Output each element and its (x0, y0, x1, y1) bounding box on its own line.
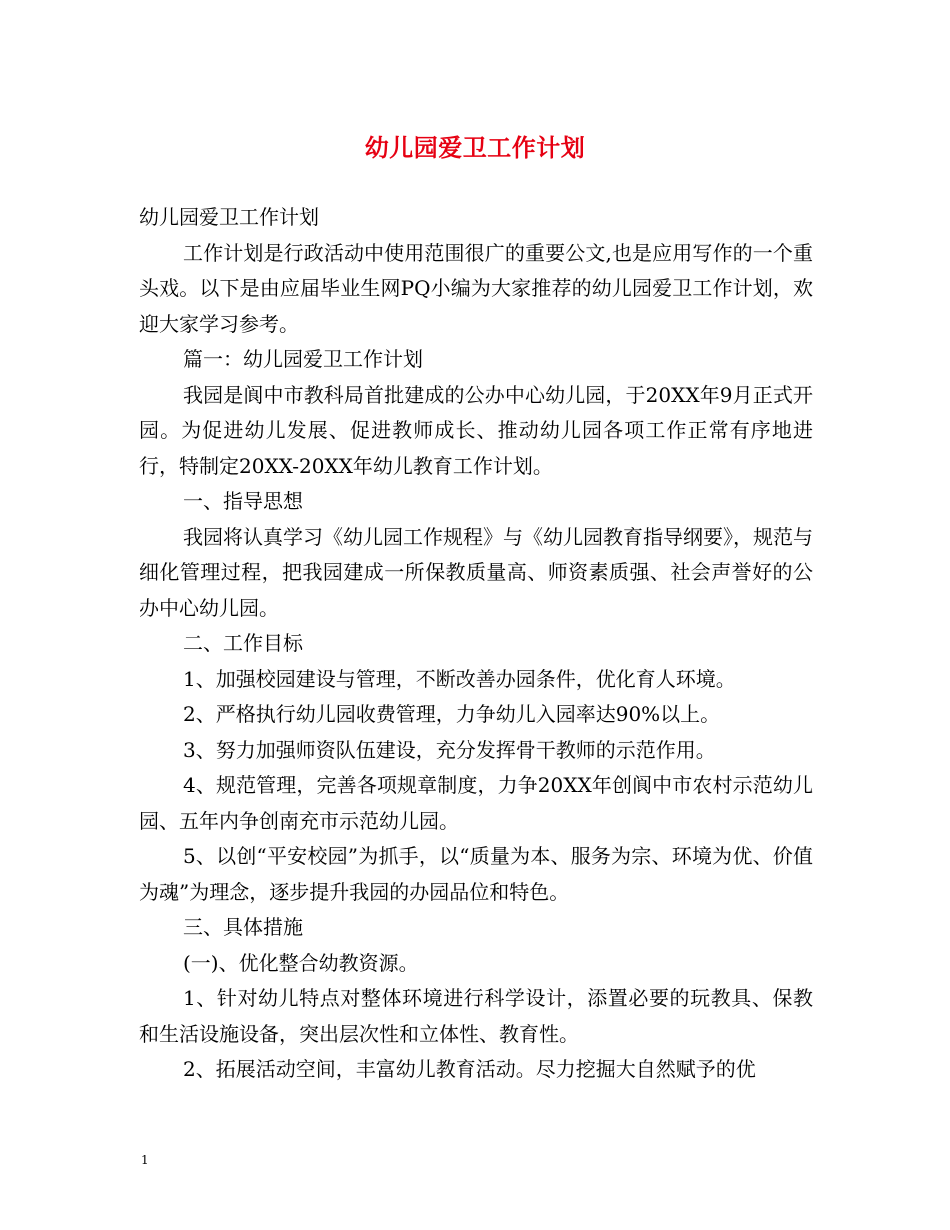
paragraph-section-heading: 篇一：幼儿园爱卫工作计划 (183, 347, 423, 371)
list-item: 4、规范管理，完善各项规章制度，力争20XX年创阆中市农村示范幼儿园、五年内争创南充市示范幼儿园。 (139, 773, 813, 833)
paragraph-section-heading: 二、工作目标 (183, 631, 303, 655)
document-body (139, 200, 813, 1088)
list-item: 2、拓展活动空间，丰富幼儿教育活动。尽力挖掘大自然赋予的优 (183, 1057, 756, 1081)
list-item: 5、以创“平安校园”为抓手，以“质量为本、服务为宗、环境为优、价值为魂”为理念，逐步提升我园的办园品位和特色。 (139, 844, 813, 904)
paragraph-heading: 幼儿园爱卫工作计划 (139, 205, 319, 229)
paragraph: 我园将认真学习《幼儿园工作规程》与《幼儿园教育指导纲要》，规范与细化管理过程，把我园建成一所保教质量高、师资素质强、社会声誉好的公办中心幼儿园。 (139, 524, 813, 620)
list-item: 3、努力加强师资队伍建设，充分发挥骨干教师的示范作用。 (183, 737, 716, 762)
paragraph-section-heading: 一、指导思想 (183, 489, 303, 513)
list-item: 1、加强校园建设与管理，不断改善办园条件，优化育人环境。 (183, 666, 736, 691)
paragraph-subheading: (一)、优化整合幼教资源。 (183, 950, 419, 975)
paragraph: 工作计划是行政活动中使用范围很广的重要公文,也是应用写作的一个重头戏。以下是由应届毕业生网PQ小编为大家推荐的幼儿园爱卫工作计划，欢迎大家学习参考。 (139, 240, 813, 336)
list-item: 1、针对幼儿特点对整体环境进行科学设计，添置必要的玩教具、保教和生活设施设备，突出层次性和立体性、教育性。 (139, 986, 813, 1046)
list-item: 2、严格执行幼儿园收费管理，力争幼儿入园率达90%以上。 (183, 702, 721, 726)
paragraph: 我园是阆中市教科局首批建成的公办中心幼儿园，于20XX年9月正式开园。为促进幼儿发展、促进教师成长、推动幼儿园各项工作正常有序地进行，特制定20XX-20XX年幼儿教育工作计划。 (139, 382, 813, 478)
document-title: 幼儿园爱卫工作计划 (364, 133, 586, 162)
paragraph-section-heading: 三、具体措施 (183, 915, 303, 939)
page-number: 1 (141, 1153, 149, 1167)
